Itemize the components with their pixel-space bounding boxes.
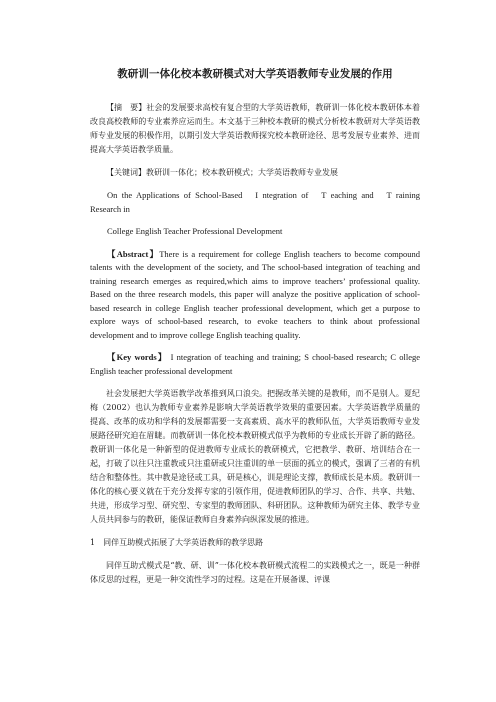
section-1-paragraph: 同伴互助式模式是“教、研、训”一体化校本教研模式流程二的实践模式之一，既是一种群体反思的过程，更是一种交流性学习的过程。这是在开展备课、评课 (90, 561, 420, 584)
abstract-cn (90, 101, 420, 157)
keywords-en-label: 【Key words】 (107, 352, 168, 362)
abstract-en-text: There is a requirement for college English teachers to become compound talents with the development of the society, and The school-based integration of teaching and training research emerges as required,which aims to improve teachers’ professional quality. Based on the three research models, this paper will analyze the positive application of school-based research in college English teacher professional development, which get a purpose to explore ways of school-based research, to evoke teachers to think about professional development and to improve college English teaching quality. (90, 248, 420, 340)
abstract-en (90, 248, 420, 343)
section-1-heading: 1 同伴互助模式拓展了大学英语教师的教学思路 (90, 538, 264, 547)
abstract-en-label: 【Abstract】 (107, 248, 160, 259)
paper-title: 教研训一体化校本教研模式对大学英语教师专业发展的作用 (117, 68, 393, 80)
keywords-en (90, 351, 420, 378)
abstract-cn-text: 社会的发展要求高校有复合型的大学英语教师，教研训一体化校本教研体本着改良高校教师的专业素养应运而生。本文基于三种校本教研的模式分析校本教研对大学英语教师专业发展的积极作用，以期引发大学英语教师探究校本教研途径、思考发展专业素养、进而提高大学英语教学质量。 (90, 103, 420, 154)
keywords-cn-text: 教研训一体化；校本教研模式；大学英语教师专业发展 (146, 168, 338, 177)
keywords-cn-label: 【关键词】 (106, 168, 146, 177)
keywords-cn (90, 166, 420, 180)
abstract-cn-label: 【摘 要】 (106, 103, 147, 112)
english-title-line2: College English Teacher Professional Development (107, 226, 283, 236)
intro-paragraph: 社会发展把大学英语教学改革推到风口浪尖。把握改革关键的是教师，而不是别人。夏纪梅（2002）也认为教师专业素养是影响大学英语教学效果的重要因素。大学英语教学质量的提高、改革的成功和学科的发展都需要一支高素质、高水平的教师队伍，大学英语教师专业发展路径研究迫在眉睫。而教研训一体化校本教研模式似乎为教师的专业成长开辟了新的路径。教研训一体化是一种新型的促进教师专业成长的教研模式，它把教学、教研、培训结合在一起，打破了以往只注重教或只注重研或只注重训的单一层面的孤立的模式，强调了三者的有机结合和整体性。其中教是途径或工具，研是核心，训是理论支撑，教师成长是本质。教研训一体化的核心要义就在于充分发挥专家的引领作用，促进教师团队的学习、合作、共享、共勉、共进，形成学习型、研究型、专家型的教师团队、科研团队。这种教师为研究主体、教学专业人员共同参与的教研，能保证教师自身素养向纵深发展的推进。 (90, 389, 420, 524)
english-title-line1: On the Applications of School-Based I ntegration of T eaching and T raining Research in (90, 190, 420, 214)
paper-page (90, 66, 420, 587)
keywords-en-text: I ntegration of teaching and training; S chool-based research; C ollege English teacher professional development (90, 352, 421, 376)
